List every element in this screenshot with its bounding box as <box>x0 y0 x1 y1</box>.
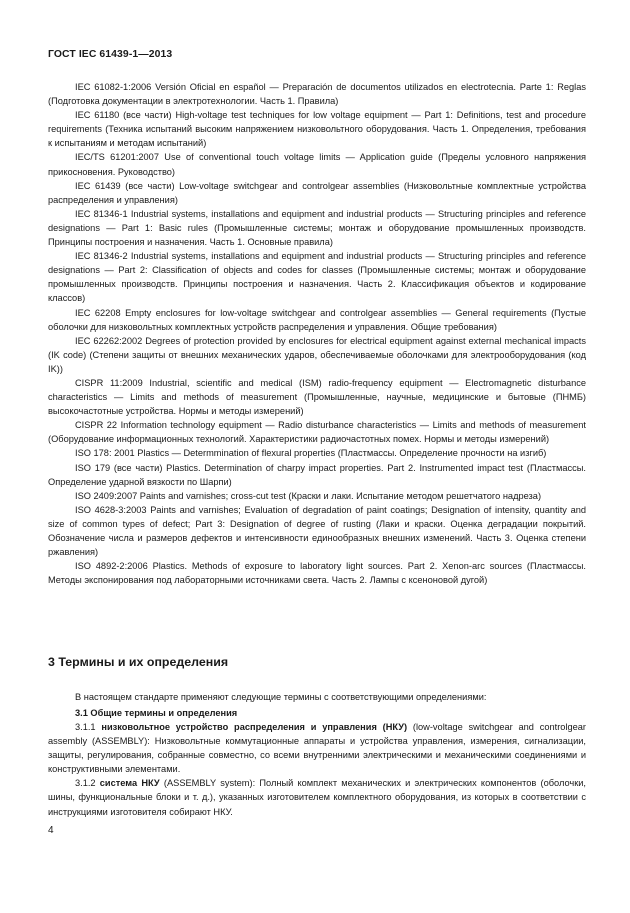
definition-item <box>48 720 586 776</box>
definition-text: (ASSEMBLY system): Полный комплект механических и электрических компонентов (оболочки, шины, функциональные блоки и т. д.), указанных изготовителем комплектного оборудования, из которых в соответствии с инструкциями изготовителя собирают НКУ. <box>48 778 586 817</box>
section-intro: В настоящем стандарте применяют следующие термины с соответствующими определениями: <box>75 692 487 702</box>
reference-item: IEC 62208 Empty enclosures for low-voltage switchgear and controlgear assemblies — General requirements (Пустые оболочки для низковольтных комплектных устройств распределения и управления. Общие требования) <box>48 307 586 332</box>
reference-item: IEC 62262:2002 Degrees of protection provided by enclosures for electrical equipment against external mechanical impacts (IK code) (Степени защиты от внешних механических ударов, обеспечиваемые оболочками для электрооборудования (код IK)) <box>48 335 586 374</box>
reference-item: IEC 61082-1:2006 Versión Oficial en español — Preparación de documentos utilizados en electrotecnia. Parte 1: Reglas (Подготовка документации в электротехнологии. Часть 1. Правила) <box>48 82 586 107</box>
definition-term: система НКУ <box>99 778 160 789</box>
reference-item: ISO 2409:2007 Paints and varnishes; cross-cut test (Краски и лаки. Испытание методом решетчатого надреза) <box>75 490 542 501</box>
reference-item: IEC 81346-1 Industrial systems, installations and equipment and industrial products — Structuring principles and reference designations — Part 1: Basic rules (Промышленные системы; монтаж и оборудование промышленных производств. Принципы построения и назначения. Часть 1. Основные правила) <box>48 208 586 248</box>
section-title: 3 Термины и их определения <box>48 655 229 669</box>
definitions-list <box>48 720 586 819</box>
definition-number: 3.1.1 <box>75 722 102 732</box>
reference-item: CISPR 11:2009 Industrial, scientific and medical (ISM) radio-frequency equipment — Electromagnetic disturbance characteristics — Limits and methods of measurement (Промышленные, научные, медицинские и бытовые (ПНМБ) высокочастотные устройства. Нормы и методы измерений) <box>48 377 586 417</box>
reference-item: ISO 4628-3:2003 Paints and varnishes; Evaluation of degradation of paint coatings; Designation of intensity, quantity and size of common types of defect; Part 3: Designation of degree of rusting (Лаки и краски. Оценка деградации покрытий. Обозначение числа и размеров дефектов и интенсивности единообразных внешних изменений. Часть 3. Оценка степени ржавления) <box>48 504 586 558</box>
reference-item: CISPR 22 Information technology equipment — Radio disturbance characteristics — Limits and methods of measurement (Оборудование информационных технологий. Характеристики радиочастотных помех. Нормы и методы измерений) <box>48 420 586 445</box>
reference-item: ISO 179 (все части) Plastics. Determination of charpy impact properties. Part 2. Instrumented impact test (Пластмассы. Определение ударной вязкости по Шарпи) <box>48 462 586 487</box>
reference-item: IEC 61180 (все части) High-voltage test techniques for low voltage equipment — Part 1: Definitions, test and procedure requirements (Техника испытаний высоким напряжением низковольтного оборудования. Часть 1. Определения, требования к испытаниям и методам испытаний) <box>48 110 586 149</box>
document-header: ГОСТ IEC 61439-1—2013 <box>48 49 173 60</box>
reference-item: ISO 4892-2:2006 Plastics. Methods of exposure to laboratory light sources. Part 2. Xenon-arc sources (Пластмассы. Методы экспонирования под лабораторными источниками света. Часть 2. Лампы с ксеноновой дугой) <box>48 561 586 586</box>
definition-number: 3.1.2 <box>75 778 100 789</box>
reference-item: ISO 178: 2001 Plastics — Determmination of flexural properties (Пластмассы. Определение прочности на изгиб) <box>75 448 547 459</box>
page-number: 4 <box>48 825 54 836</box>
reference-item: IEC 81346-2 Industrial systems, installations and equipment and industrial products — Structuring principles and reference designations — Part 2: Classification of objects and codes for classes (Промышленные системы; монтаж и оборудование промышленных производств. Принципы построения и назначения. Часть 2. Классификация объектов и кодирование классов) <box>48 251 586 304</box>
definition-text: (low-voltage switchgear and controlgear assembly (ASSEMBLY): Низковольтные коммутационные аппараты и устройства управления, измерения, сигнализации, защиты, регулирования, собранные совместно, со всеми внутренними электрическими и механическими соединениями и конструктивными элементами. <box>48 722 586 775</box>
definition-item <box>48 776 586 818</box>
reference-item: IEC 61439 (все части) Low-voltage switchgear and controlgear assemblies (Низковольтные комплектные устройства распределения и управления) <box>48 180 586 205</box>
definition-term: низковольтное устройство распределения и управления (НКУ) <box>101 722 408 732</box>
reference-item: IEC/TS 61201:2007 Use of conventional touch voltage limits — Application guide (Пределы условного напряжения прикосновения. Руководство) <box>48 152 586 177</box>
subsection-title: 3.1 Общие термины и определения <box>75 708 238 718</box>
normative-references-list <box>48 80 586 587</box>
